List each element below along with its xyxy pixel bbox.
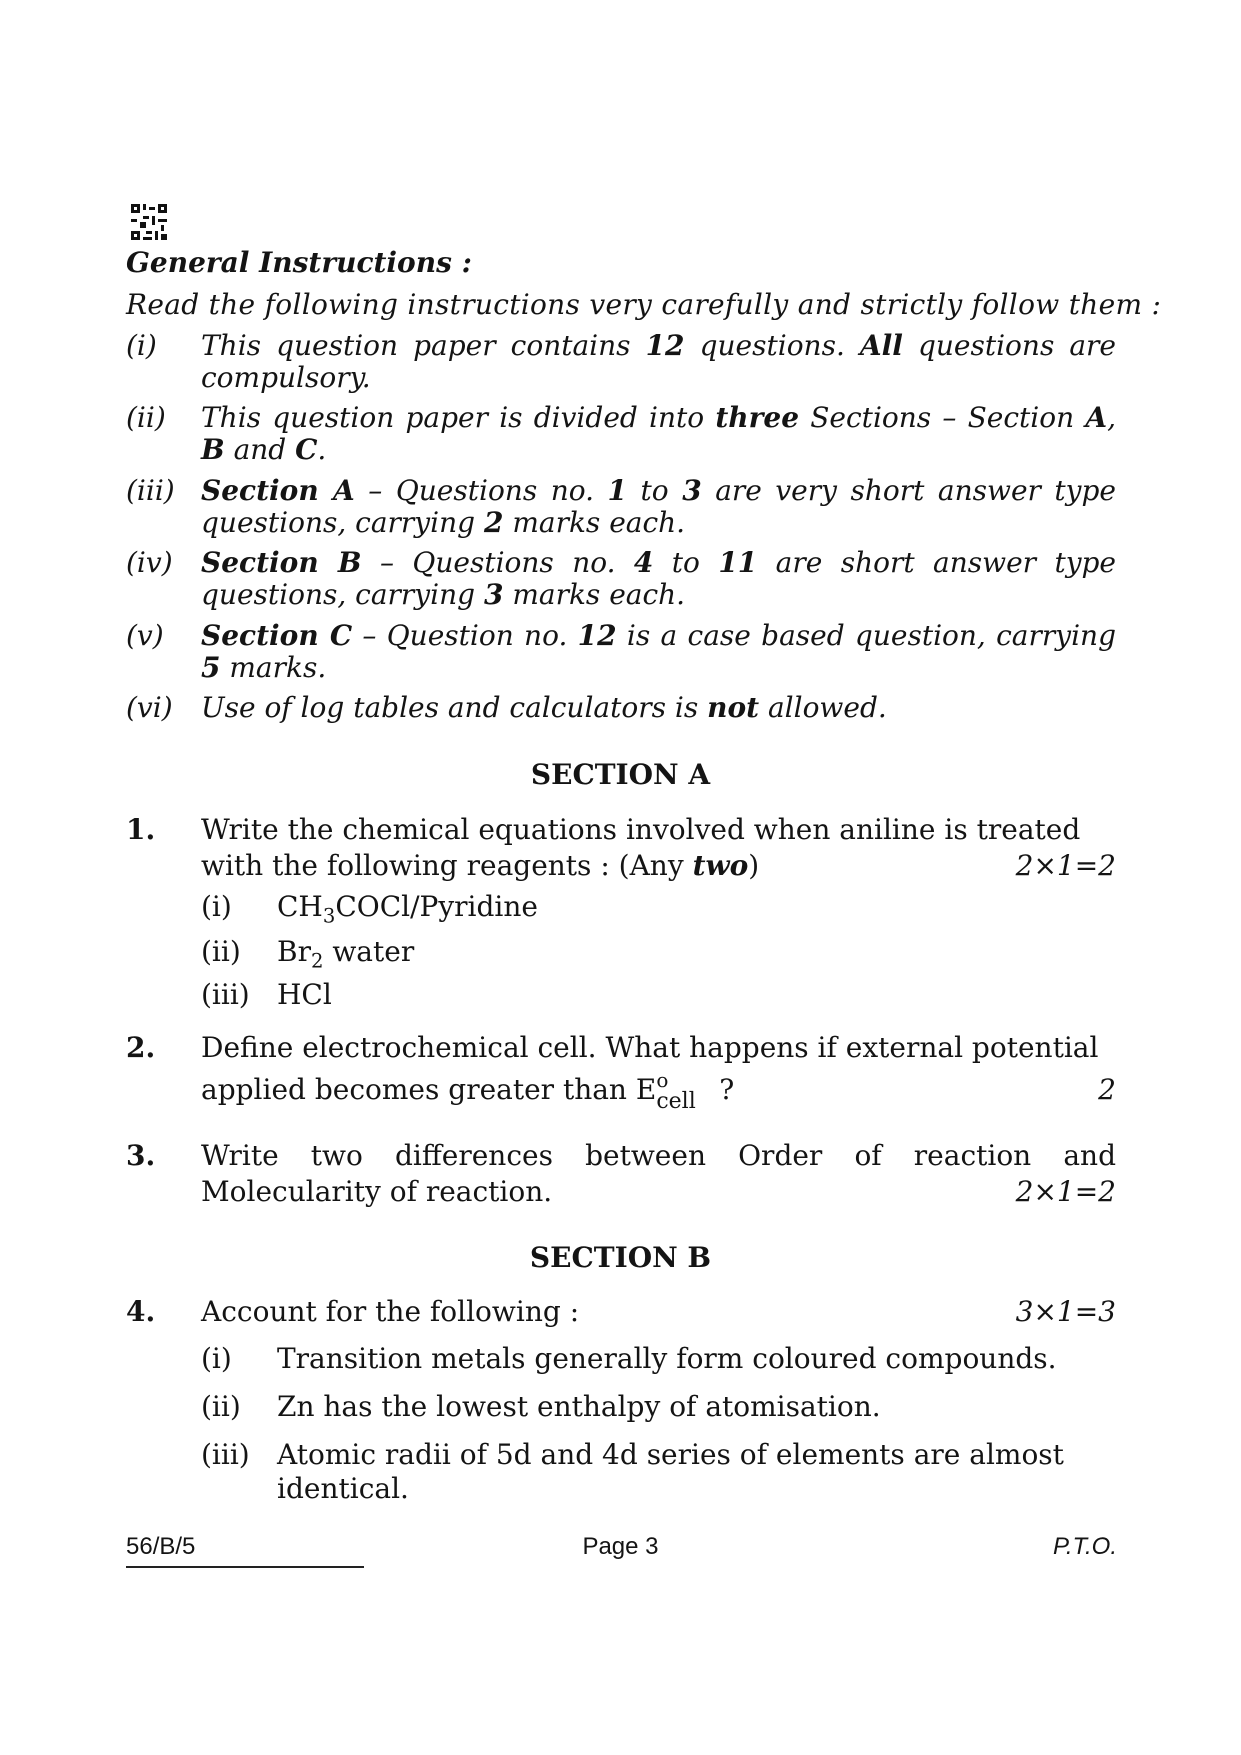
section-b-heading: SECTION B	[529, 1241, 712, 1274]
question-number: 4.	[126, 1295, 156, 1328]
instruction-text: Section B – Questions no. 4 to 11 are short answer type questions, carrying 3 marks each.	[201, 546, 1117, 611]
footer-rule	[126, 1566, 364, 1568]
instruction-text: Section A – Questions no. 1 to 3 are very short answer type questions, carrying 2 marks each.	[201, 474, 1116, 539]
question-text: Write two differences between Order of reaction and Molecularity of reaction.	[201, 1139, 1116, 1208]
instruction-text: Section C – Question no. 12 is a case based question, carrying 5 marks.	[201, 619, 1116, 684]
question-marks: 2	[1098, 1073, 1116, 1106]
instruction-number: (iii)	[126, 474, 175, 507]
instruction-number: (v)	[126, 619, 164, 652]
page-number: Page 3	[582, 1533, 659, 1560]
question-marks: 2×1=2	[1015, 1175, 1116, 1208]
instruction-number: (vi)	[126, 691, 173, 724]
question-marks: 2×1=2	[1015, 849, 1116, 882]
question-marks: 3×1=3	[1015, 1295, 1116, 1328]
paper-code: 56/B/5	[126, 1533, 196, 1560]
question-number: 1.	[126, 813, 156, 846]
instruction-number: (i)	[126, 329, 157, 362]
qr-code-image	[131, 204, 167, 240]
instruction-text: Use of log tables and calculators is not allowed.	[201, 691, 887, 724]
question-text: Define electrochemical cell. What happens if external potential applied becomes greater than E o cell ?	[201, 1031, 1099, 1114]
instruction-text: This question paper is divided into three Sections – Section A, B and C.	[201, 401, 1116, 466]
question-number: 2.	[126, 1031, 156, 1064]
question-number: 3.	[126, 1139, 156, 1172]
general-instructions-intro: Read the following instructions very carefully and strictly follow them :	[126, 288, 1162, 321]
question-text: Write the chemical equations involved when aniline is treated with the following reagents : (Any two)	[201, 813, 1081, 882]
instruction-text: This question paper contains 12 questions. All questions are compulsory.	[201, 329, 1117, 394]
pto-label: P.T.O.	[1052, 1533, 1117, 1560]
section-a-heading: SECTION A	[530, 758, 711, 791]
instruction-number: (iv)	[126, 546, 173, 579]
question-text: Account for the following :	[201, 1295, 580, 1328]
general-instructions-title: General Instructions :	[126, 246, 472, 279]
instruction-number: (ii)	[126, 401, 166, 434]
